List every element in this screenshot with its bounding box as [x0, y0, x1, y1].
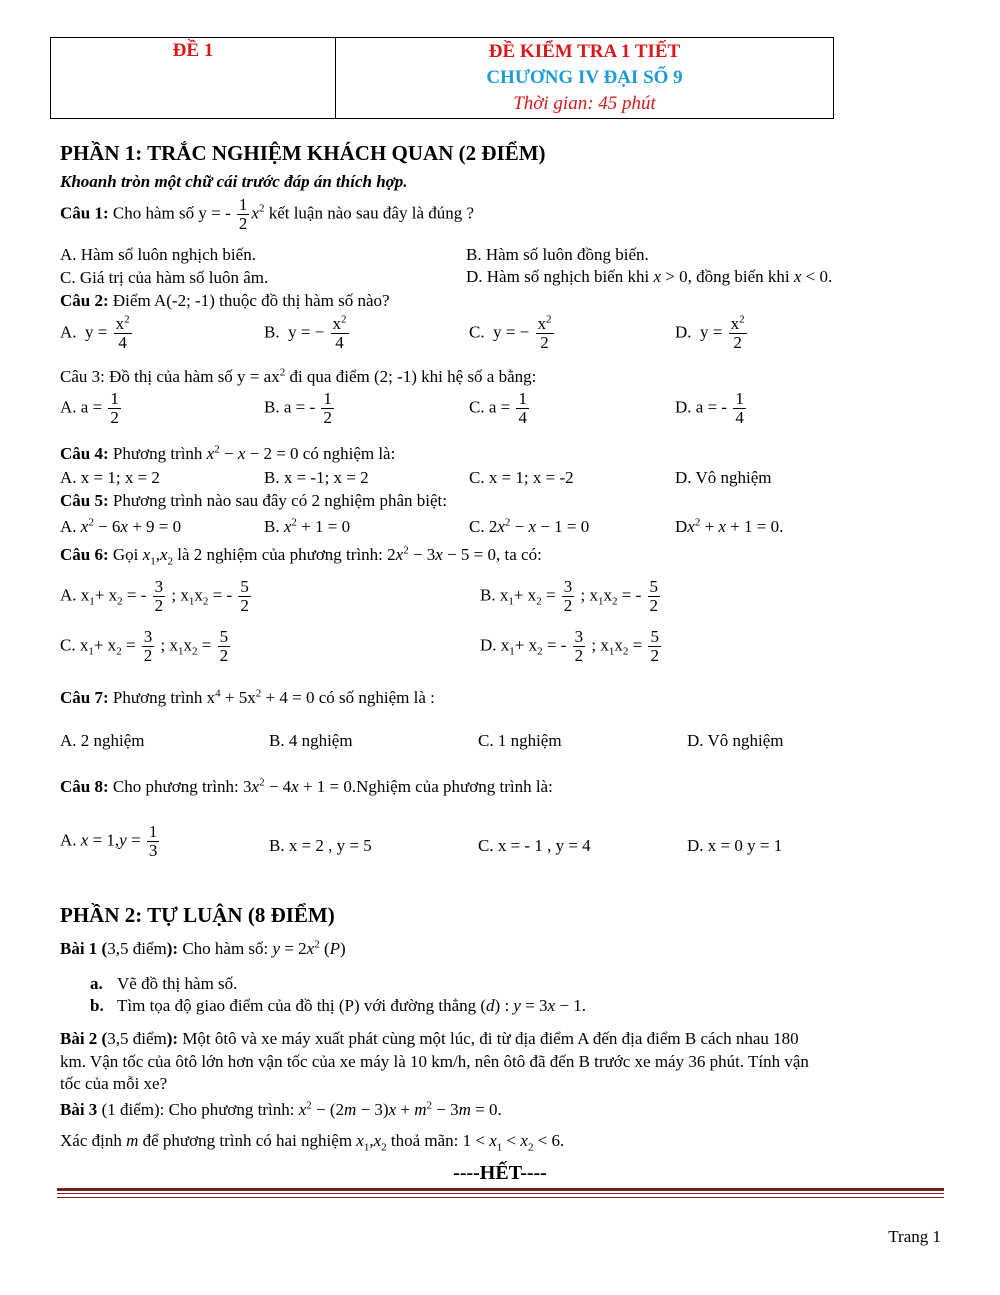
header-table — [50, 37, 834, 119]
q1-text-b: kết luận nào sau đây là đúng ? — [268, 203, 475, 223]
bai3-line2-b: để phương trình có hai nghiệm — [142, 1131, 353, 1150]
q2-option-c: C. y = − $\frac{x^2}{2}$ — [469, 313, 552, 352]
q8-option-c: C. x = - 1 , y = 4 — [478, 836, 591, 855]
q8-text-b: Nghiệm của phương trình là: — [356, 777, 553, 796]
q7-label: Câu 7: — [60, 688, 109, 707]
q6-option-a: A. $x_1+ x_2$ = - $\frac{3}{2}$ ; $x_1x_2$ = - $\frac{5}{2}$ — [60, 577, 249, 615]
bai1-b-text: Tìm tọa độ giao điểm của đồ thị (P) với đường thẳng — [117, 996, 477, 1015]
q3-option-c: C. a = $\frac{1}{4}$ — [469, 389, 527, 427]
footer-rule — [57, 1188, 944, 1191]
bai1-a-text: Vẽ đồ thị hàm số. — [117, 974, 238, 993]
bai1-label-end: ): — [166, 939, 179, 958]
question-3: Câu 3: Đồ thị của hàm số $y = ax^2$ đi qua điểm (2; -1) khi hệ số a bằng: — [60, 366, 537, 386]
q1-option-d-text-a: D. Hàm số nghịch biến khi — [466, 267, 650, 286]
q5-label: Câu 5: — [60, 491, 109, 510]
bai-3-line-2: Xác định m để phương trình có hai nghiệm $x_1,x_2$ thoả mãn: $1 < x_1 < x_2 < 6$. — [60, 1131, 565, 1154]
q3-text-b: đi qua điểm (2; -1) khi hệ số a bằng: — [285, 367, 537, 386]
bai3-points: (1 điểm): — [97, 1100, 165, 1119]
bai-2-line-1 — [60, 1029, 799, 1049]
q8-option-d: D. x = 0 y = 1 — [687, 836, 783, 855]
q7-option-d: D. Vô nghiệm — [687, 731, 784, 750]
part1-instruction: Khoanh tròn một chữ cái trước đáp án thích hợp. — [60, 172, 408, 191]
question-4: Câu 4: Phương trình $x^2 - x - 2 = 0$ có nghiệm là: — [60, 443, 396, 463]
header-right-cell — [336, 38, 833, 118]
q1-option-c: C. Giá trị của hàm số luôn âm. — [60, 268, 269, 287]
question-5 — [60, 491, 447, 511]
q3-option-d: D. a = - $\frac{1}{4}$ — [675, 389, 744, 427]
bai3-label: Bài 3 — [60, 1100, 98, 1119]
bai2-points: 3,5 điểm — [107, 1029, 167, 1048]
question-2 — [60, 291, 390, 311]
bai3-line2-c: thoả mãn: — [390, 1131, 459, 1150]
end-marker: ----HẾT---- — [453, 1162, 547, 1184]
q2-option-b: B. y = − $\frac{x^2}{4}$ — [264, 313, 347, 352]
q5-option-b: B. $x^2 + 1 = 0$ — [264, 516, 351, 536]
q3-text-a: Câu 3: Đồ thị của hàm số y = ax — [60, 367, 280, 386]
exam-number: ĐỀ 1 — [172, 40, 214, 61]
q8-option-b: B. x = 2 , y = 5 — [269, 836, 372, 855]
bai1-a-label: a. — [90, 974, 103, 993]
q6-text-c: ta có: — [504, 545, 542, 564]
bai1-label: Bài 1 ( — [60, 939, 108, 958]
q1-label: Câu 1: — [60, 203, 109, 223]
q1-option-d: D. Hàm số nghịch biến khi x > 0, đồng biến khi x < 0. — [466, 267, 833, 286]
bai-2-line-3: tốc của mỗi xe? — [60, 1074, 168, 1093]
question-8: Câu 8: Cho phương trình: $3x^2 - 4x + 1$ = 0.Nghiệm của phương trình là: — [60, 776, 553, 796]
q3-option-b: B. a = - $\frac{1}{2}$ — [264, 389, 332, 427]
q3-option-a: A. a = $\frac{1}{2}$ — [60, 389, 119, 427]
bai2-label-end: ): — [166, 1029, 179, 1048]
q1-option-d-text-b: , đồng biến khi — [687, 267, 790, 286]
page-number: Trang 1 — [888, 1227, 941, 1246]
q6-option-d: D. $x_1+ x_2$ = - $\frac{3}{2}$ ; $x_1x_2$ = $\frac{5}{2}$ — [480, 627, 659, 665]
q7-option-c: C. 1 nghiệm — [478, 731, 562, 750]
part2-heading: PHẦN 2: TỰ LUẬN (8 ĐIỂM) — [60, 903, 335, 927]
exam-chapter: CHƯƠNG IV ĐẠI SỐ 9 — [486, 67, 683, 88]
question-7: Câu 7: Phương trình $x^4 + 5x^2 + 4 = 0$ có số nghiệm là : — [60, 687, 435, 707]
q6-option-b: B. $x_1+ x_2$ = $\frac{3}{2}$ ; $x_1x_2$ = - $\frac{5}{2}$ — [480, 577, 659, 615]
exam-time: Thời gian: 45 phút — [513, 93, 656, 114]
bai1-part-a — [90, 974, 237, 994]
bai1-points: 3,5 điểm — [107, 939, 167, 958]
footer-rule-thin-2 — [57, 1197, 944, 1198]
bai-1: Bài 1 (3,5 điểm): Cho hàm số: $y = 2x^2$ (P) — [60, 938, 346, 958]
bai1-b-label: b. — [90, 996, 104, 1015]
q8-text-a: Cho phương trình: — [112, 777, 239, 796]
q4-option-d: D. Vô nghiệm — [675, 468, 772, 487]
q7-option-a: A. 2 nghiệm — [60, 731, 145, 750]
bai2-line1-text: Một ôtô và xe máy xuất phát cùng một lúc, đi từ địa điểm A đến địa điểm B cách nhau 180 — [182, 1029, 799, 1048]
q8-label: Câu 8: — [60, 777, 109, 796]
q6-text-b: là 2 nghiệm của phương trình: — [177, 545, 383, 564]
q4-option-a: A. x = 1; x = 2 — [60, 468, 160, 487]
bai3-text: Cho phương trình: — [168, 1100, 295, 1119]
bai2-label: Bài 2 ( — [60, 1029, 108, 1048]
q7-option-b: B. 4 nghiệm — [269, 731, 353, 750]
q5-option-c: C. $2x^2 - x - 1 = 0$ — [469, 516, 590, 536]
bai-2-line-2: km. Vận tốc của ôtô lớn hơn vận tốc của xe máy là 10 km/h, nên ôtô đã đến B trước xe máy 36 phút. Tính vận — [60, 1052, 809, 1071]
bai3-line2-a: Xác định — [60, 1131, 122, 1150]
q1-fraction: $\frac{1}{2}$ — [238, 195, 248, 233]
q6-option-c: C. $x_1+ x_2$ = $\frac{3}{2}$ ; $x_1x_2$ = $\frac{5}{2}$ — [60, 627, 229, 665]
q7-text: Phương trình x — [112, 688, 216, 707]
q6-label: Câu 6: — [60, 545, 109, 564]
footer-rule-thin — [57, 1193, 944, 1194]
question-1: Câu 1: Cho hàm số y = - $\frac{1}{2}$ $x^2$ kết luận nào sau đây là đúng ? — [60, 195, 475, 233]
q2-option-a: A. y = $\frac{x^2}{4}$ — [60, 313, 130, 352]
question-6: Câu 6: Gọi $x_1,x_2$ là 2 nghiệm của phương trình: $2x^2 - 3x - 5 = 0$, ta có: — [60, 544, 542, 568]
q5-option-d: $Dx^2 + x + 1 = 0$. — [675, 516, 784, 536]
header-left-cell — [51, 38, 336, 118]
q1-text-a: Cho hàm số y = - — [112, 203, 231, 223]
q5-option-a: A. $x^2 - 6x + 9 = 0$ — [60, 516, 182, 536]
bai1-text: Cho hàm số: — [182, 939, 269, 958]
part1-heading: PHẦN 1: TRẮC NGHIỆM KHÁCH QUAN (2 ĐIỂM) — [60, 141, 546, 165]
q4-text-a: Phương trình — [112, 444, 203, 463]
q2-option-d: D. y = $\frac{x^2}{2}$ — [675, 313, 745, 352]
q4-option-b: B. x = -1; x = 2 — [264, 468, 369, 487]
q5-text: Phương trình nào sau đây có 2 nghiệm phân biệt: — [112, 491, 447, 510]
q1-option-b: B. Hàm số luôn đồng biến. — [466, 245, 649, 264]
q2-text: Điểm A(-2; -1) thuộc đồ thị hàm số nào? — [112, 291, 390, 310]
q4-text-b: có nghiệm là: — [302, 444, 396, 463]
q1-option-a: A. Hàm số luôn nghịch biến. — [60, 245, 256, 264]
q4-option-c: C. x = 1; x = -2 — [469, 468, 574, 487]
q8-option-a: A. x = 1,y = $\frac{1}{3}$ — [60, 822, 158, 860]
q4-label: Câu 4: — [60, 444, 109, 463]
exam-title: ĐỀ KIỂM TRA 1 TIẾT — [488, 41, 681, 62]
q2-label: Câu 2: — [60, 291, 109, 310]
q6-text-a: Gọi — [112, 545, 139, 564]
bai1-part-b: b. Tìm tọa độ giao điểm của đồ thị (P) với đường thẳng (d) : y = 3x − 1. — [90, 996, 586, 1015]
bai-3-line-1: Bài 3 (1 điểm): Cho phương trình: $x^2 - (2m - 3)x + m^2 - 3m = 0$. — [60, 1099, 502, 1119]
